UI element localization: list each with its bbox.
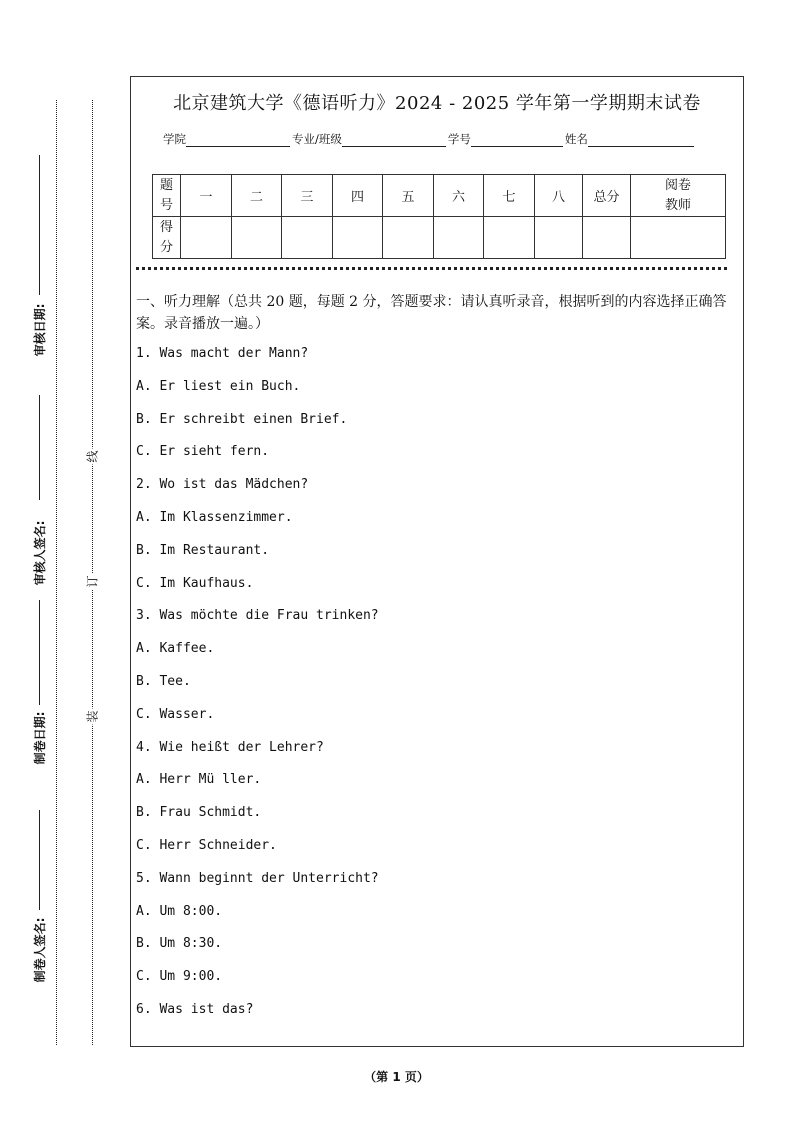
- answer-option: A. Um 8:00.: [136, 903, 223, 919]
- score-cell[interactable]: [181, 217, 232, 259]
- answer-option: C. Wasser.: [136, 706, 215, 722]
- col-6: 六: [434, 175, 484, 217]
- question-number-head: 题 号: [153, 175, 181, 217]
- make-date-line: [39, 600, 40, 705]
- grader-cell[interactable]: [631, 217, 726, 259]
- review-date-line: [39, 155, 40, 295]
- binding-mark-ding: 订: [85, 575, 100, 588]
- college-field[interactable]: [186, 134, 290, 147]
- answer-option: C. Herr Schneider.: [136, 837, 277, 853]
- maker-sign-label: 制卷人签名:: [30, 910, 50, 990]
- answer-option: C. Um 9:00.: [136, 969, 223, 985]
- question-text: 2. Wo ist das Mädchen?: [136, 477, 309, 493]
- reviewer-sign-label: 审核人签名:: [30, 513, 50, 593]
- answer-option: B. Er schreibt einen Brief.: [136, 411, 348, 427]
- col-4: 四: [333, 175, 383, 217]
- score-cell[interactable]: [282, 217, 333, 259]
- answer-option: B. Im Restaurant.: [136, 542, 270, 558]
- reviewer-sign-line: [39, 395, 40, 500]
- col-7: 七: [484, 175, 535, 217]
- answer-option: A. Er liest ein Buch.: [136, 378, 301, 394]
- answer-option: C. Er sieht fern.: [136, 444, 270, 460]
- score-cell[interactable]: [484, 217, 535, 259]
- col-total: 总分: [583, 175, 631, 217]
- section-instruction: 一、听力理解（总共 20 题，每题 2 分，答题要求：请认真听录音，根据听到的内容选择正确答案。录音播放一遍。）: [136, 294, 727, 332]
- question-text: 4. Wie heißt der Lehrer?: [136, 739, 324, 755]
- col-2: 二: [232, 175, 282, 217]
- answer-option: C. Im Kaufhaus.: [136, 575, 254, 591]
- major-label: 专业/班级: [292, 132, 342, 146]
- answer-option: B. Um 8:30.: [136, 936, 223, 952]
- binding-mark-xian: 线: [85, 450, 100, 463]
- col-5: 五: [383, 175, 434, 217]
- answer-option: A. Herr Mü ller.: [136, 772, 262, 788]
- student-info-row: [163, 131, 696, 147]
- make-date-label: 制卷日期:: [30, 708, 50, 768]
- score-cell[interactable]: [232, 217, 282, 259]
- binding-dotted-line-outer: [56, 100, 57, 1045]
- header-separator: [136, 267, 727, 270]
- score-table-score-row: [153, 217, 726, 259]
- answer-option: A. Kaffee.: [136, 641, 215, 657]
- grader-head: 阅卷 教师: [631, 175, 726, 217]
- question-list: [136, 346, 736, 1035]
- score-cell[interactable]: [434, 217, 484, 259]
- col-3: 三: [282, 175, 333, 217]
- maker-sign-line: [39, 810, 40, 910]
- name-label: 姓名: [564, 132, 588, 146]
- score-cell[interactable]: [535, 217, 583, 259]
- review-date-label: 审核日期:: [30, 300, 50, 360]
- score-head: 得 分: [153, 217, 181, 259]
- major-field[interactable]: [342, 134, 446, 147]
- score-cell[interactable]: [333, 217, 383, 259]
- score-cell[interactable]: [383, 217, 434, 259]
- score-table: [152, 174, 726, 259]
- student-id-label: 学号: [447, 132, 471, 146]
- col-8: 八: [535, 175, 583, 217]
- binding-dotted-line-inner: [92, 100, 93, 1045]
- page-number: （第 1 页）: [364, 1070, 429, 1084]
- exam-content: [136, 291, 736, 1035]
- question-text: 6. Was ist das?: [136, 1001, 254, 1017]
- answer-option: B. Frau Schmidt.: [136, 805, 262, 821]
- question-text: 5. Wann beginnt der Unterricht?: [136, 870, 379, 886]
- answer-option: A. Im Klassenzimmer.: [136, 509, 293, 525]
- name-field[interactable]: [588, 134, 694, 147]
- col-1: 一: [181, 175, 232, 217]
- exam-page-frame: [130, 76, 744, 1047]
- score-table-header-row: [153, 175, 726, 217]
- answer-option: B. Tee.: [136, 673, 191, 689]
- question-text: 1. Was macht der Mann?: [136, 346, 309, 361]
- score-cell-total[interactable]: [583, 217, 631, 259]
- exam-title: 北京建筑大学《德语听力》2024 - 2025 学年第一学期期末试卷: [173, 93, 701, 114]
- binding-mark-zhuang: 装: [85, 710, 100, 723]
- college-label: 学院: [163, 132, 186, 146]
- student-id-field[interactable]: [471, 134, 563, 147]
- question-text: 3. Was möchte die Frau trinken?: [136, 608, 379, 624]
